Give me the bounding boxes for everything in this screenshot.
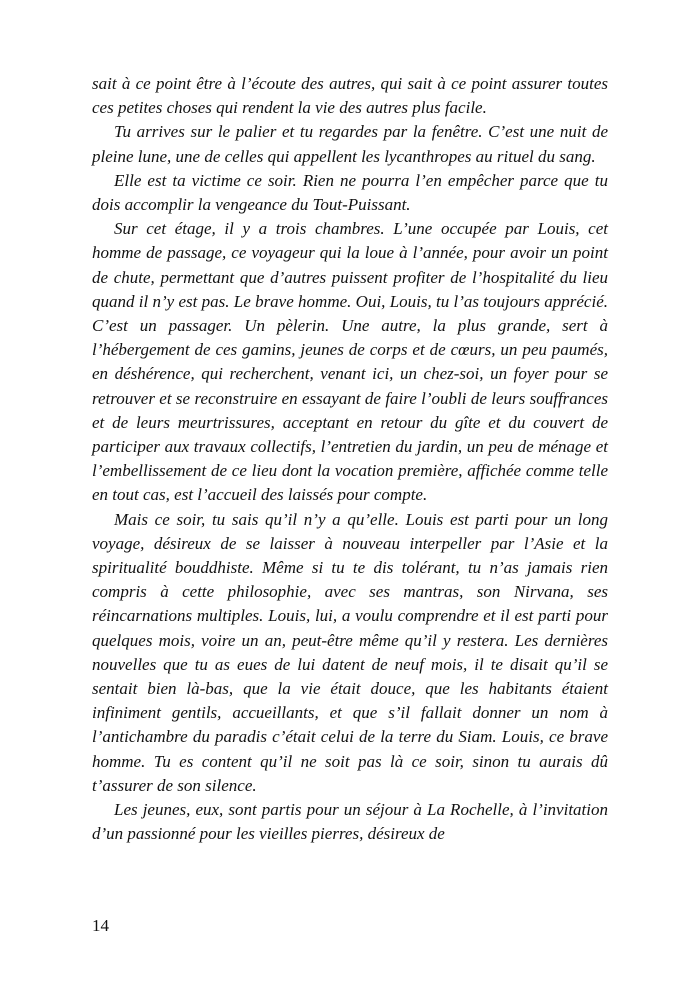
body-text (92, 72, 608, 847)
paragraph-6: Les jeunes, eux, sont partis pour un séjour à La Rochelle, à l’invitation d’un passionné pour les vieilles pierres, désireux de (92, 800, 608, 844)
page-number: 14 (92, 916, 109, 935)
paragraph-2: Tu arrives sur le palier et tu regardes par la fenêtre. C’est une nuit de pleine lune, une de celles qui appellent les lycanthropes au rituel du sang. (92, 122, 608, 166)
paragraph-4: Sur cet étage, il y a trois chambres. L’une occupée par Louis, cet homme de passage, ce voyageur qui la loue à l’année, pour avoir un point de chute, permettant que d’autres puissent profiter de l’hospitalité du lieu quand il n’y est pas. Le brave homme. Oui, Louis, tu l’as toujours apprécié. C’est un passager. Un pèlerin. Une autre, la plus grande, sert à l’hébergement de ces gamins, jeunes de corps et de cœurs, un peu paumés, en déshérence, qui recherchent, venant ici, un chez-soi, un foyer pour se retrouver et se reconstruire en essayant de faire l’oubli de leurs souffrances et de leurs meurtrissures, acceptant en retour du gîte et du couvert de participer aux travaux collectifs, l’entretien du jardin, un peu de ménage et l’embellissement de ce lieu dont la vocation première, affichée comme telle en tout cas, est l’accueil des laissés pour compte. (92, 219, 608, 505)
paragraph-5: Mais ce soir, tu sais qu’il n’y a qu’elle. Louis est parti pour un long voyage, désireux de se laisser à nouveau interpeller par l’Asie et la spiritualité bouddhiste. Même si tu te dis tolérant, tu n’as jamais rien compris à cette philosophie, avec ses mantras, son Nirvana, ses réincarnations multiples. Louis, lui, a voulu comprendre et il est parti pour quelques mois, voire un an, peut-être même qu’il y restera. Les dernières nouvelles que tu as eues de lui datent de neuf mois, il te disait qu’il se sentait bien là-bas, que la vie était douce, que les habitants étaient infiniment gentils, accueillants, et que s’il fallait donner un nom à l’antichambre du paradis c’était celui de la terre du Siam. Louis, ce brave homme. Tu es content qu’il ne soit pas là ce soir, sinon tu aurais dû t’assurer de son silence. (92, 509, 608, 795)
paragraph-1: sait à ce point être à l’écoute des autres, qui sait à ce point assurer toutes ces petites choses qui rendent la vie des autres plus facile. (92, 74, 608, 118)
paragraph-3: Elle est ta victime ce soir. Rien ne pourra l’en empêcher parce que tu dois accomplir la vengeance du Tout-Puissant. (92, 170, 608, 215)
